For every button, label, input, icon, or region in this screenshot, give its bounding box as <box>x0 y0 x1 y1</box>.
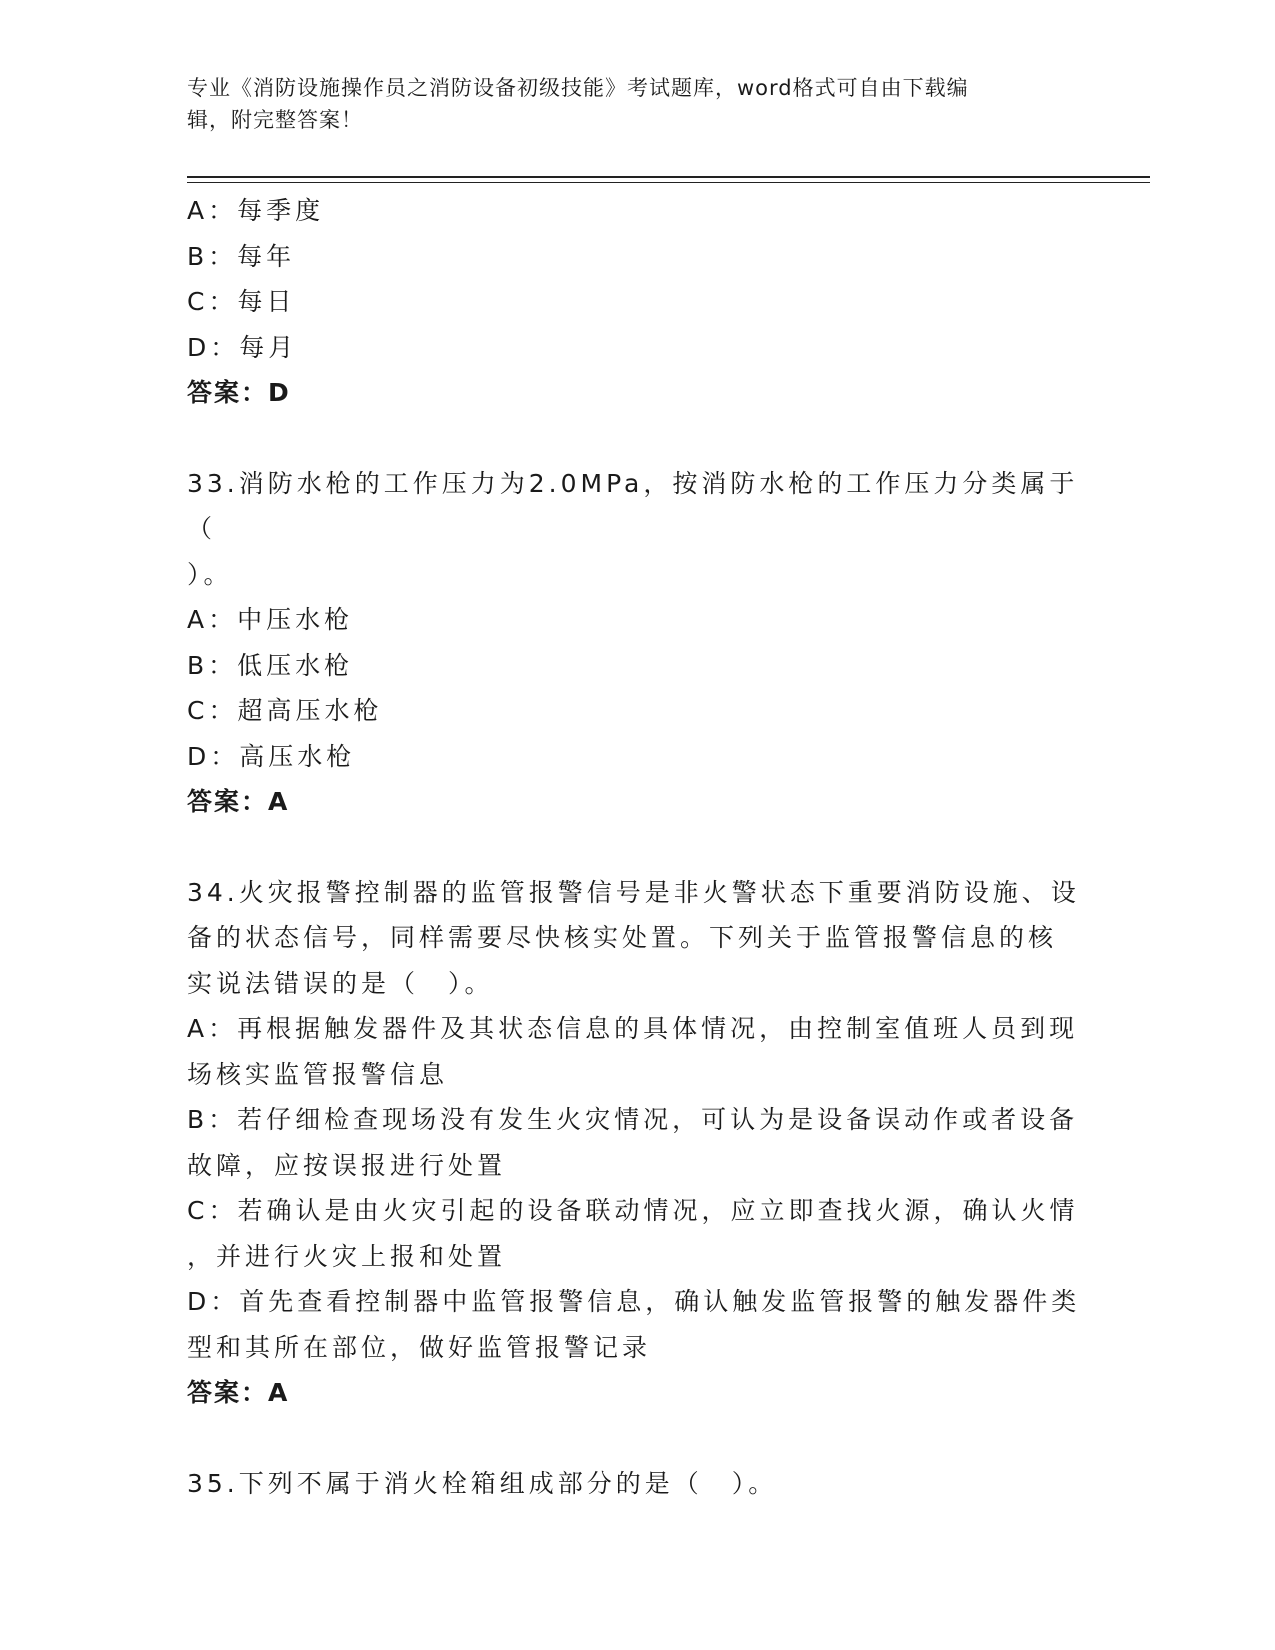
header-rule-thin <box>187 182 1150 183</box>
option-a: A：每季度 <box>187 196 325 225</box>
option-a: A：再根据触发器件及其状态信息的具体情况，由控制室值班人员到现 <box>187 1014 1079 1043</box>
option-b: B：若仔细检查现场没有发生火灾情况，可认为是设备误动作或者设备 <box>187 1105 1079 1134</box>
option-b: 故障，应按误报进行处置 <box>187 1150 507 1180</box>
document-body <box>187 188 1087 1506</box>
question-32 <box>187 188 1087 416</box>
header-line-2: 辑，附完整答案！ <box>187 108 363 132</box>
question-stem: 备的状态信号，同样需要尽快核实处置。下列关于监管报警信息的核 <box>187 923 1058 952</box>
option-c: ，并进行火灾上报和处置 <box>187 1241 507 1271</box>
option-d: D：高压水枪 <box>187 741 356 771</box>
option-c: C：超高压水枪 <box>187 696 383 725</box>
answer: 答案：A <box>187 1378 290 1407</box>
spacer <box>187 416 1087 461</box>
answer: 答案：D <box>187 378 291 407</box>
question-stem: 33.消防水枪的工作压力为2.0MPa，按消防水枪的工作压力分类属于（ <box>187 468 1079 543</box>
option-c: C：若确认是由火灾引起的设备联动情况，应立即查找火源，确认火情 <box>187 1196 1079 1225</box>
option-b: B：低压水枪 <box>187 650 354 680</box>
option-d: 型和其所在部位，做好监管报警记录 <box>187 1332 652 1362</box>
question-stem: 实说法错误的是（ ）。 <box>187 968 494 998</box>
option-d: D：每月 <box>187 332 298 362</box>
option-c: C：每日 <box>187 287 296 316</box>
spacer <box>187 825 1087 870</box>
option-a: 场核实监管报警信息 <box>187 1059 449 1089</box>
question-stem: ）。 <box>187 559 233 589</box>
header-line-1: 专业《消防设施操作员之消防设备初级技能》考试题库，word格式可自由下载编 <box>187 76 969 100</box>
question-33 <box>187 461 1087 825</box>
question-stem: 34.火灾报警控制器的监管报警信号是非火警状态下重要消防设施、设 <box>187 877 1080 907</box>
question-34 <box>187 870 1087 1416</box>
question-35 <box>187 1461 1087 1507</box>
option-d: D：首先查看控制器中监管报警信息，确认触发监管报警的触发器件类 <box>187 1287 1081 1316</box>
document-header <box>187 72 1087 136</box>
answer: 答案：A <box>187 787 290 816</box>
option-a: A：中压水枪 <box>187 605 354 634</box>
option-b: B：每年 <box>187 241 296 271</box>
question-stem: 35.下列不属于消火栓箱组成部分的是（ ）。 <box>187 1468 778 1498</box>
spacer <box>187 1416 1087 1461</box>
header-rule-thick <box>187 176 1150 178</box>
